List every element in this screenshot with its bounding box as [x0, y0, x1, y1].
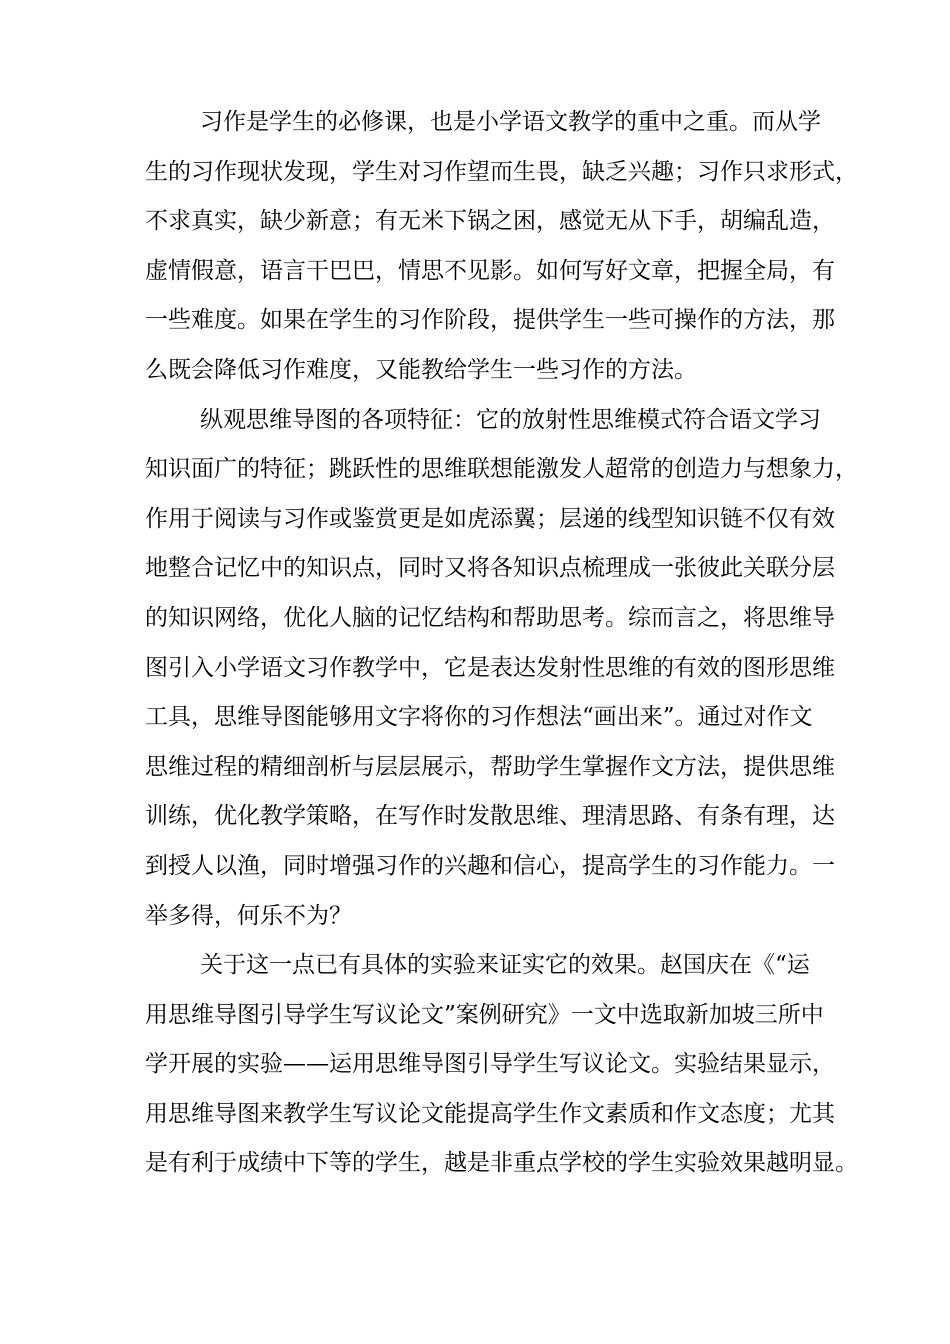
paragraph-1-line-6: 么既会降低习作难度，又能教给学生一些习作的方法。	[145, 356, 697, 383]
paragraph-3-line-1: 关于这一点已有具体的实验来证实它的效果。赵国庆在《“运	[200, 952, 810, 979]
paragraph-1-line-2: 生的习作现状发现，学生对习作望而生畏，缺乏兴趣；习作只求形式，	[145, 158, 858, 185]
paragraph-2-line-11: 举多得，何乐不为？	[145, 902, 352, 929]
paragraph-1-line-4: 虚情假意，语言干巴巴，情思不见影。如何写好文章，把握全局，有	[145, 257, 835, 284]
paragraph-2-line-3: 作用于阅读与习作或鉴赏更是如虎添翼；层递的线型知识链不仅有效	[145, 505, 835, 532]
paragraph-1-line-5: 一些难度。如果在学生的习作阶段，提供学生一些可操作的方法，那	[145, 307, 835, 334]
paragraph-2-line-6: 图引入小学语文习作教学中，它是表达发射性思维的有效的图形思维	[145, 654, 835, 681]
paragraph-3-line-5: 是有利于成绩中下等的学生，越是非重点学校的学生实验效果越明显。	[145, 1150, 858, 1177]
paragraph-2-line-9: 训练，优化教学策略，在写作时发散思维、理清思路、有条有理，达	[145, 803, 835, 830]
document-body	[145, 98, 858, 1189]
paragraph-2	[145, 396, 858, 942]
paragraph-2-line-5: 的知识网络，优化人脑的记忆结构和帮助思考。综而言之，将思维导	[145, 604, 835, 631]
paragraph-2-line-8: 思维过程的精细剖析与层层展示，帮助学生掌握作文方法，提供思维	[145, 753, 835, 780]
paragraph-3-line-2: 用思维导图引导学生写议论文”案例研究》一文中选取新加坡三所中	[145, 1001, 824, 1028]
paragraph-3-line-3: 学开展的实验——运用思维导图引导学生写议论文。实验结果显示，	[145, 1051, 835, 1078]
paragraph-1	[145, 98, 858, 396]
paragraph-1-line-1: 习作是学生的必修课，也是小学语文教学的重中之重。而从学	[200, 109, 821, 135]
paragraph-2-line-2: 知识面广的特征；跳跃性的思维联想能激发人超常的创造力与想象力，	[145, 456, 858, 483]
paragraph-2-line-4: 地整合记忆中的知识点，同时又将各知识点梳理成一张彼此关联分层	[145, 555, 835, 582]
paragraph-3	[145, 941, 858, 1189]
paragraph-2-line-1: 纵观思维导图的各项特征：它的放射性思维模式符合语文学习	[200, 406, 821, 433]
paragraph-2-line-7: 工具，思维导图能够用文字将你的习作想法“画出来”。通过对作文	[145, 704, 813, 731]
paragraph-2-line-10: 到授人以渔，同时增强习作的兴趣和信心，提高学生的习作能力。一	[145, 852, 835, 879]
paragraph-3-line-4: 用思维导图来教学生写议论文能提高学生作文素质和作文态度；尤其	[145, 1100, 835, 1127]
paragraph-1-line-3: 不求真实，缺少新意；有无米下锅之困，感觉无从下手，胡编乱造，	[145, 208, 835, 235]
